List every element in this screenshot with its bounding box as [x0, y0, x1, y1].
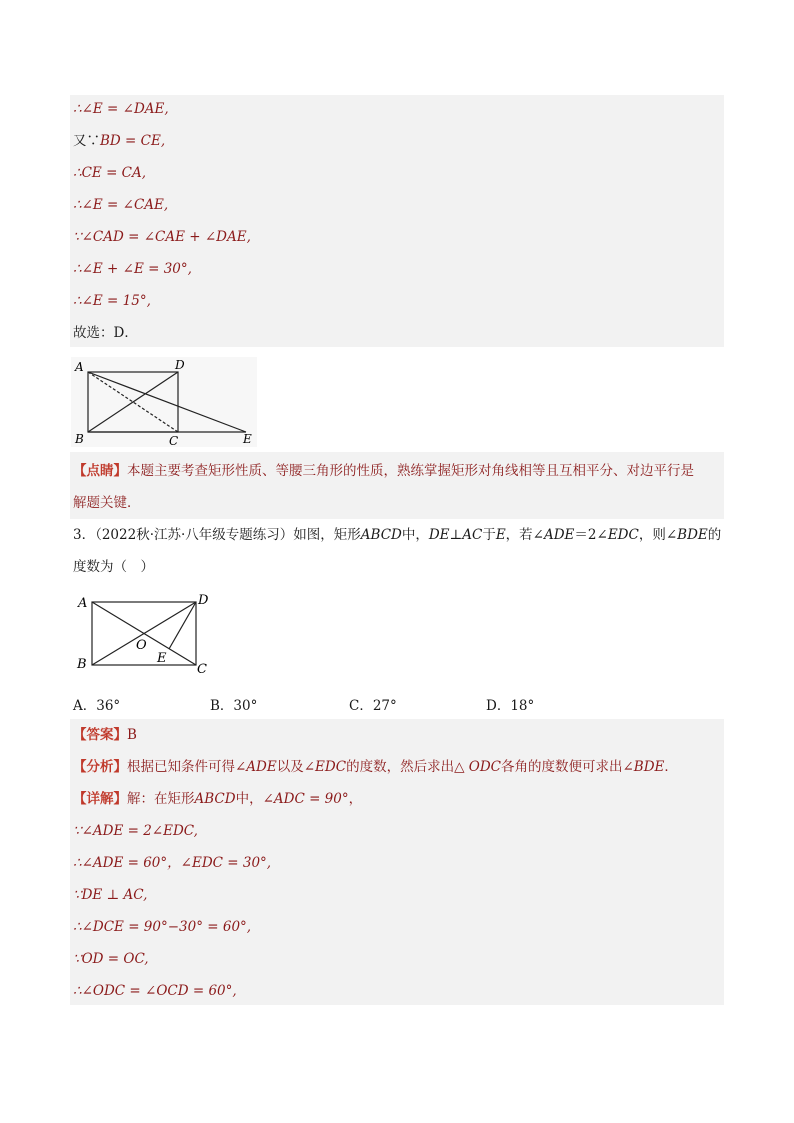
detail-line-1: [73, 788, 362, 810]
fig1-label-d: D: [175, 358, 185, 372]
question-line-1: [73, 524, 721, 546]
analysis-t4: 各角的度数便可求出: [500, 759, 623, 775]
q-text-e: 于: [482, 527, 496, 543]
analysis-t5: ．: [664, 759, 678, 775]
q-text-g: ，若∠: [505, 527, 544, 543]
q-text-c: 中，: [401, 527, 429, 543]
q-text-l: BDE: [677, 527, 708, 543]
fig2-label-o: O: [136, 638, 147, 653]
solution-line-1: ∴∠E = ∠DAE,: [73, 101, 169, 117]
analysis-m3: △ ODC: [454, 759, 501, 775]
detail-line-2: ∵∠ADE = 2∠EDC,: [73, 823, 198, 839]
detail-line-5: ∴∠DCE = 90°−30° = 60°,: [73, 919, 252, 935]
analysis-m1: ∠ADE: [235, 759, 277, 775]
answer-value: B: [127, 727, 137, 743]
option-d[interactable]: D．18°: [486, 698, 535, 714]
question-line-2: 度数为（ ）: [73, 559, 154, 575]
solution-line-5: ∵∠CAD = ∠CAE + ∠DAE,: [73, 229, 251, 245]
answer-tag: 【答案】: [73, 727, 127, 743]
detail-t1: 解：在矩形: [127, 791, 195, 807]
comment-line-2: 解题关键．: [73, 495, 141, 511]
detail-line-6: ∵OD = OC,: [73, 951, 149, 967]
analysis-t1: 根据已知条件可得: [127, 759, 235, 775]
solution-line-2-prefix: 又∵: [73, 133, 100, 149]
detail-tag: 【详解】: [73, 791, 127, 807]
solution-line-7: ∴∠E = 15°,: [73, 293, 151, 309]
fig1-label-e: E: [243, 432, 252, 446]
detail-line-4: ∵DE ⊥ AC,: [73, 887, 148, 903]
comment-text-1: 本题主要考查矩形性质、等腰三角形的性质，熟练掌握矩形对角线相等且互相平分、对边平行是: [127, 463, 694, 479]
q-text-m: 的: [707, 527, 722, 543]
fig2-label-b: B: [77, 657, 87, 672]
q-text-k: ，则∠: [638, 527, 678, 543]
analysis-tag: 【分析】: [73, 759, 127, 775]
q-text-h: ADE: [543, 527, 575, 543]
analysis-line: [73, 756, 678, 778]
detail-line-7: ∴∠ODC = ∠OCD = 60°,: [73, 983, 237, 999]
detail-line-3: ∴∠ADE = 60°，∠EDC = 30°,: [73, 855, 272, 871]
detail-t3: ，: [348, 791, 363, 807]
figure-1-rectangle-triangle: [71, 357, 257, 447]
solution-line-2: [73, 130, 165, 152]
figure-2-rectangle-abcd: [73, 590, 223, 676]
analysis-m2: ∠EDC: [303, 759, 347, 775]
fig1-label-a: A: [75, 360, 84, 374]
solution-line-2-math: BD = CE: [100, 133, 161, 149]
analysis-t3: 的度数，然后求出: [346, 759, 455, 775]
analysis-m4: ∠BDE: [622, 759, 665, 775]
q-text-j: EDC: [607, 527, 639, 543]
solution-line-3: ∴CE = CA,: [73, 165, 147, 181]
detail-m1: ABCD: [194, 791, 236, 807]
fig1-label-c: C: [169, 434, 179, 447]
detail-m2: ∠ADC = 90°: [262, 791, 349, 807]
q-text-b: ABCD: [360, 527, 402, 543]
option-a[interactable]: A．36°: [73, 698, 121, 714]
q-text-d: DE⊥AC: [428, 527, 483, 543]
solution-line-8: 故选：D．: [73, 325, 138, 341]
option-c[interactable]: C．27°: [349, 698, 397, 714]
solution-band-top: [70, 95, 724, 347]
q-text-i: ＝2∠: [574, 527, 608, 543]
option-b[interactable]: B．30°: [210, 698, 258, 714]
comment-line-1: [73, 460, 694, 482]
fig2-label-c: C: [197, 662, 207, 676]
fig2-label-a: A: [78, 596, 88, 611]
analysis-t2: 以及: [276, 759, 304, 775]
answer-line: [73, 724, 137, 746]
detail-t2: 中，: [235, 791, 263, 807]
fig2-label-d: D: [198, 593, 209, 608]
fig2-label-e: E: [157, 651, 167, 666]
q-text-a: 3．（2022秋·江苏·八年级专题练习）如图，矩形: [73, 527, 361, 543]
fig1-label-b: B: [75, 432, 84, 446]
solution-line-6: ∴∠E + ∠E = 30°,: [73, 261, 192, 277]
q-text-f: E: [495, 527, 506, 543]
comment-tag: 【点睛】: [73, 463, 127, 479]
solution-line-2-suffix: ,: [160, 133, 166, 149]
solution-line-4: ∴∠E = ∠CAE,: [73, 197, 169, 213]
